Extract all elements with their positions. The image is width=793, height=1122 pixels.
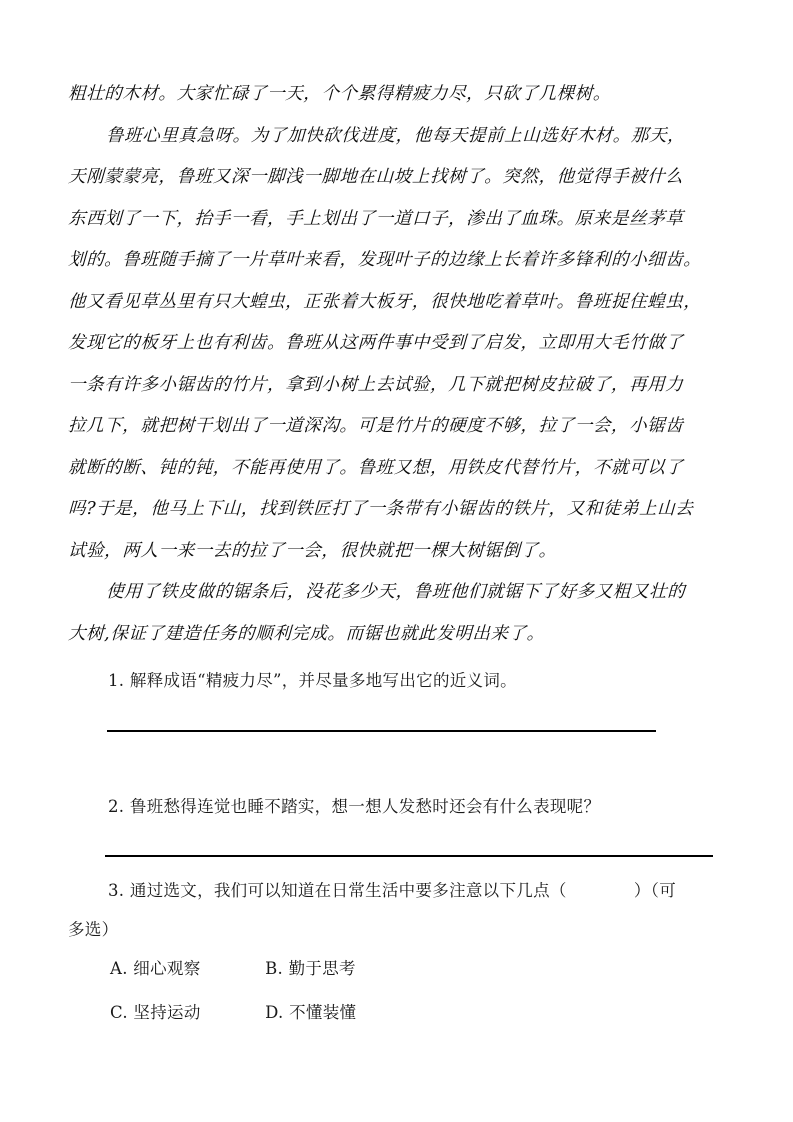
passage-line: 天刚蒙蒙亮，鲁班又深一脚浅一脚地在山坡上找树了。突然，他觉得手被什么 bbox=[67, 167, 684, 187]
question-3-continuation bbox=[68, 913, 793, 946]
option-c[interactable]: C. 坚持运动 bbox=[110, 1003, 201, 1022]
passage-line: 拉几下，就把树干划出了一道深沟。可是竹片的硬度不够，拉了一会，小锯齿 bbox=[67, 416, 684, 436]
option-row bbox=[110, 999, 793, 1043]
passage-line: 试验，两人一来一去的拉了一会，很快就把一棵大树锯倒了。 bbox=[67, 540, 558, 561]
passage-line: 一条有许多小锯齿的竹片，拿到小树上去试验，几下就把树皮拉破了，再用力 bbox=[67, 374, 684, 395]
reading-passage bbox=[68, 74, 728, 655]
question-2 bbox=[108, 790, 793, 823]
question-1 bbox=[108, 664, 793, 697]
question-1-answer-line[interactable] bbox=[107, 730, 656, 732]
passage-line: 使用了铁皮做的锯条后，没花多少天，鲁班他们就锯下了好多又粗又壮的 bbox=[105, 582, 686, 602]
option-a[interactable]: A. 细心观察 bbox=[110, 959, 201, 978]
question-3-text-line-1: 3. 通过选文，我们可以知道在日常生活中要多注意以下几点（ ）（可 bbox=[108, 881, 677, 900]
passage-line: 就断的断、钝的钝，不能再使用了。鲁班又想，用铁皮代替竹片，不就可以了 bbox=[67, 457, 684, 478]
question-2-answer-line[interactable] bbox=[105, 855, 713, 857]
passage-line: 粗壮的木材。大家忙碌了一天，个个累得精疲力尽，只砍了几棵树。 bbox=[67, 84, 612, 104]
question-3 bbox=[108, 874, 793, 907]
passage-line: 鲁班心里真急呀。为了加快砍伐进度，他每天提前上山选好木材。那天， bbox=[105, 125, 686, 146]
passage-line: 发现它的板牙上也有利齿。鲁班从这两件事中受到了启发，立即用大毛竹做了 bbox=[67, 333, 684, 353]
question-3-options bbox=[110, 955, 793, 1043]
passage-line: 吗?于是，他马上下山，找到铁匠打了一条带有小锯齿的铁片，又和徒弟上山去 bbox=[67, 499, 694, 519]
question-1-text: 1. 解释成语“精疲力尽”，并尽量多地写出它的近义词。 bbox=[108, 671, 517, 690]
passage-line: 他又看见草丛里有只大蝗虫，正张着大板牙，很快地吃着草叶。鲁班捉住蝗虫， bbox=[67, 291, 702, 312]
passage-line: 东西划了一下，抬手一看，手上划出了一道口子，渗出了血珠。原来是丝茅草 bbox=[67, 208, 684, 229]
option-row bbox=[110, 955, 793, 999]
question-3-text-line-2: 多选） bbox=[68, 920, 119, 939]
passage-line: 大树,保证了建造任务的顺利完成。而锯也就此发明出来了。 bbox=[67, 623, 546, 644]
option-d[interactable]: D. 不懂装懂 bbox=[265, 1003, 357, 1022]
passage-line: 划的。鲁班随手摘了一片草叶来看，发现叶子的边缘上长着许多锋利的小细齿。 bbox=[67, 250, 702, 270]
option-b[interactable]: B. 勤于思考 bbox=[265, 959, 356, 978]
question-2-text: 2. 鲁班愁得连觉也睡不踏实，想一想人发愁时还会有什么表现呢？ bbox=[108, 797, 601, 816]
